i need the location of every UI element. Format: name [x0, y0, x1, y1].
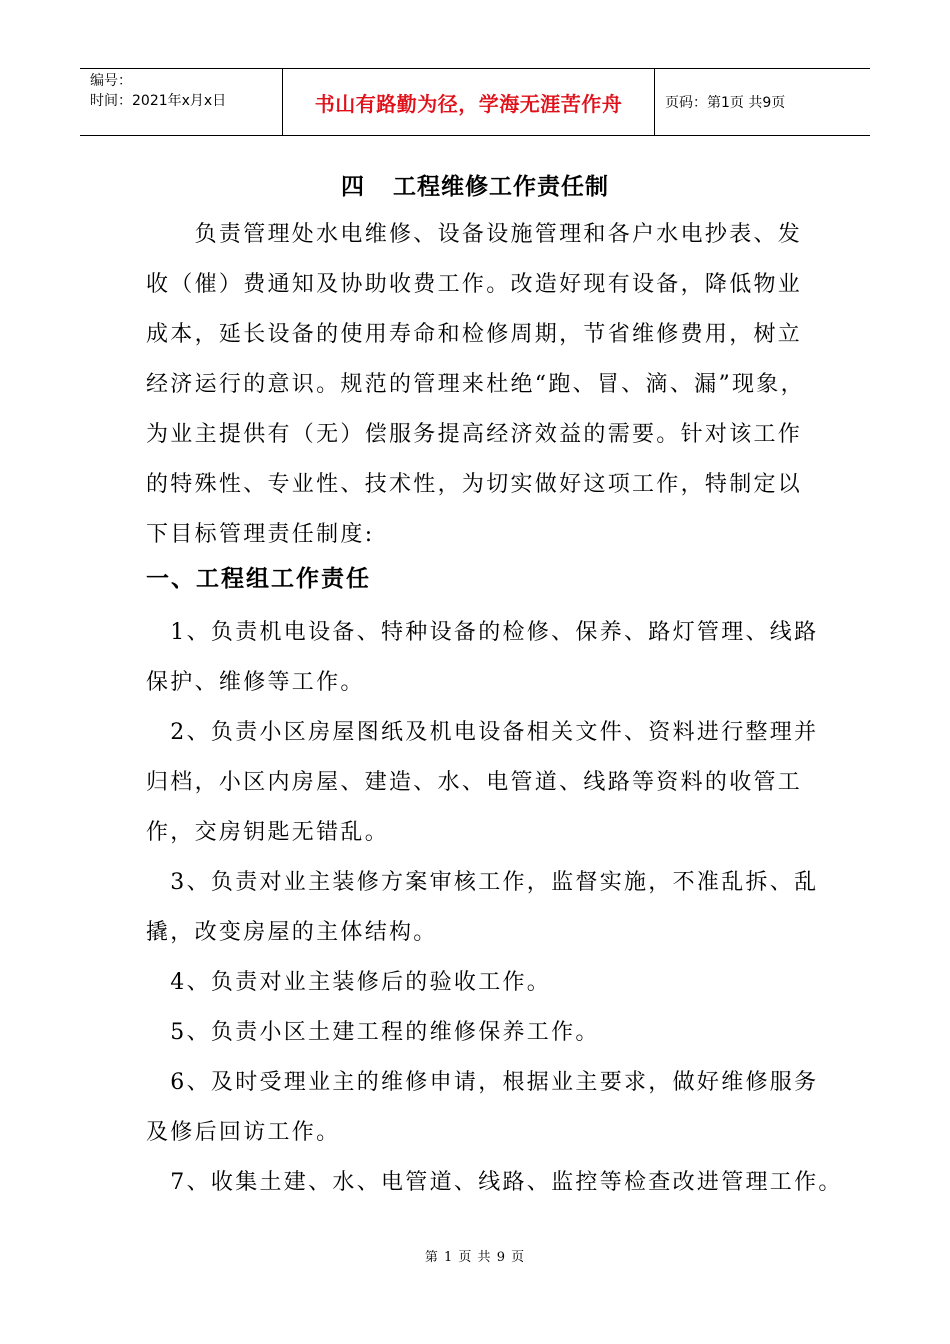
- document-title: [0, 168, 950, 201]
- intro-line: 为业主提供有（无）偿服务提高经济效益的需要。针对该工作: [146, 422, 803, 447]
- header-page-number: 页码：第1页 共9页: [665, 95, 786, 111]
- intro-paragraph: [146, 210, 816, 560]
- intro-line: 的特殊性、专业性、技术性，为切实做好这项工作，特制定以: [146, 472, 803, 497]
- header-motto: 书山有路勤为径，学海无涯苦作舟: [314, 91, 623, 116]
- intro-line: 成本，延长设备的使用寿命和检修周期，节省维修费用，树立: [146, 322, 803, 347]
- list-item-line: 及修后回访工作。: [146, 1120, 341, 1145]
- list-item-line: 2、负责小区房屋图纸及机电设备相关文件、资料进行整理并: [146, 720, 819, 745]
- list-item-line: 归档，小区内房屋、建造、水、电管道、线路等资料的收管工: [146, 770, 803, 795]
- intro-line: 下目标管理责任制度:: [146, 522, 375, 547]
- title-text: 工程维修工作责任制: [393, 174, 609, 200]
- header-meta: [80, 69, 282, 135]
- intro-line: 收（催）费通知及协助收费工作。改造好现有设备，降低物业: [146, 272, 803, 297]
- page-footer: 第 1 页 共 9 页: [424, 1250, 526, 1265]
- title-number: 四: [341, 174, 365, 200]
- intro-line: 经济运行的意识。规范的管理来杜绝“跑、冒、滴、漏”现象，: [146, 372, 805, 397]
- intro-line: 负责管理处水电维修、设备设施管理和各户水电抄表、发: [146, 222, 803, 247]
- list-item-line: 5、负责小区土建工程的维修保养工作。: [146, 1020, 600, 1045]
- list-item-line: 4、负责对业主装修后的验收工作。: [146, 970, 552, 995]
- list-item-line: 6、及时受理业主的维修申请，根据业主要求，做好维修服务: [146, 1070, 819, 1095]
- list-item-line: 保护、维修等工作。: [146, 670, 365, 695]
- list-item-line: 作，交房钥匙无错乱。: [146, 820, 390, 845]
- list-item-line: 撬，改变房屋的主体结构。: [146, 920, 438, 945]
- header-page-cell: [655, 69, 870, 135]
- list-item-line: 1、负责机电设备、特种设备的检修、保养、路灯管理、线路: [146, 620, 819, 645]
- list-item-line: 7、收集土建、水、电管道、线路、监控等检查改进管理工作。: [146, 1170, 843, 1195]
- document-header: [80, 68, 870, 136]
- section-heading: 一、工程组工作责任: [146, 566, 371, 592]
- document-date-label: 时间：2021年x月x日: [90, 93, 227, 109]
- list-item-line: 3、负责对业主装修方案审核工作，监督实施，不准乱拆、乱: [146, 870, 819, 895]
- header-motto-cell: [282, 69, 655, 135]
- responsibility-list: [146, 608, 843, 1208]
- document-number-label: 编号：: [90, 73, 132, 89]
